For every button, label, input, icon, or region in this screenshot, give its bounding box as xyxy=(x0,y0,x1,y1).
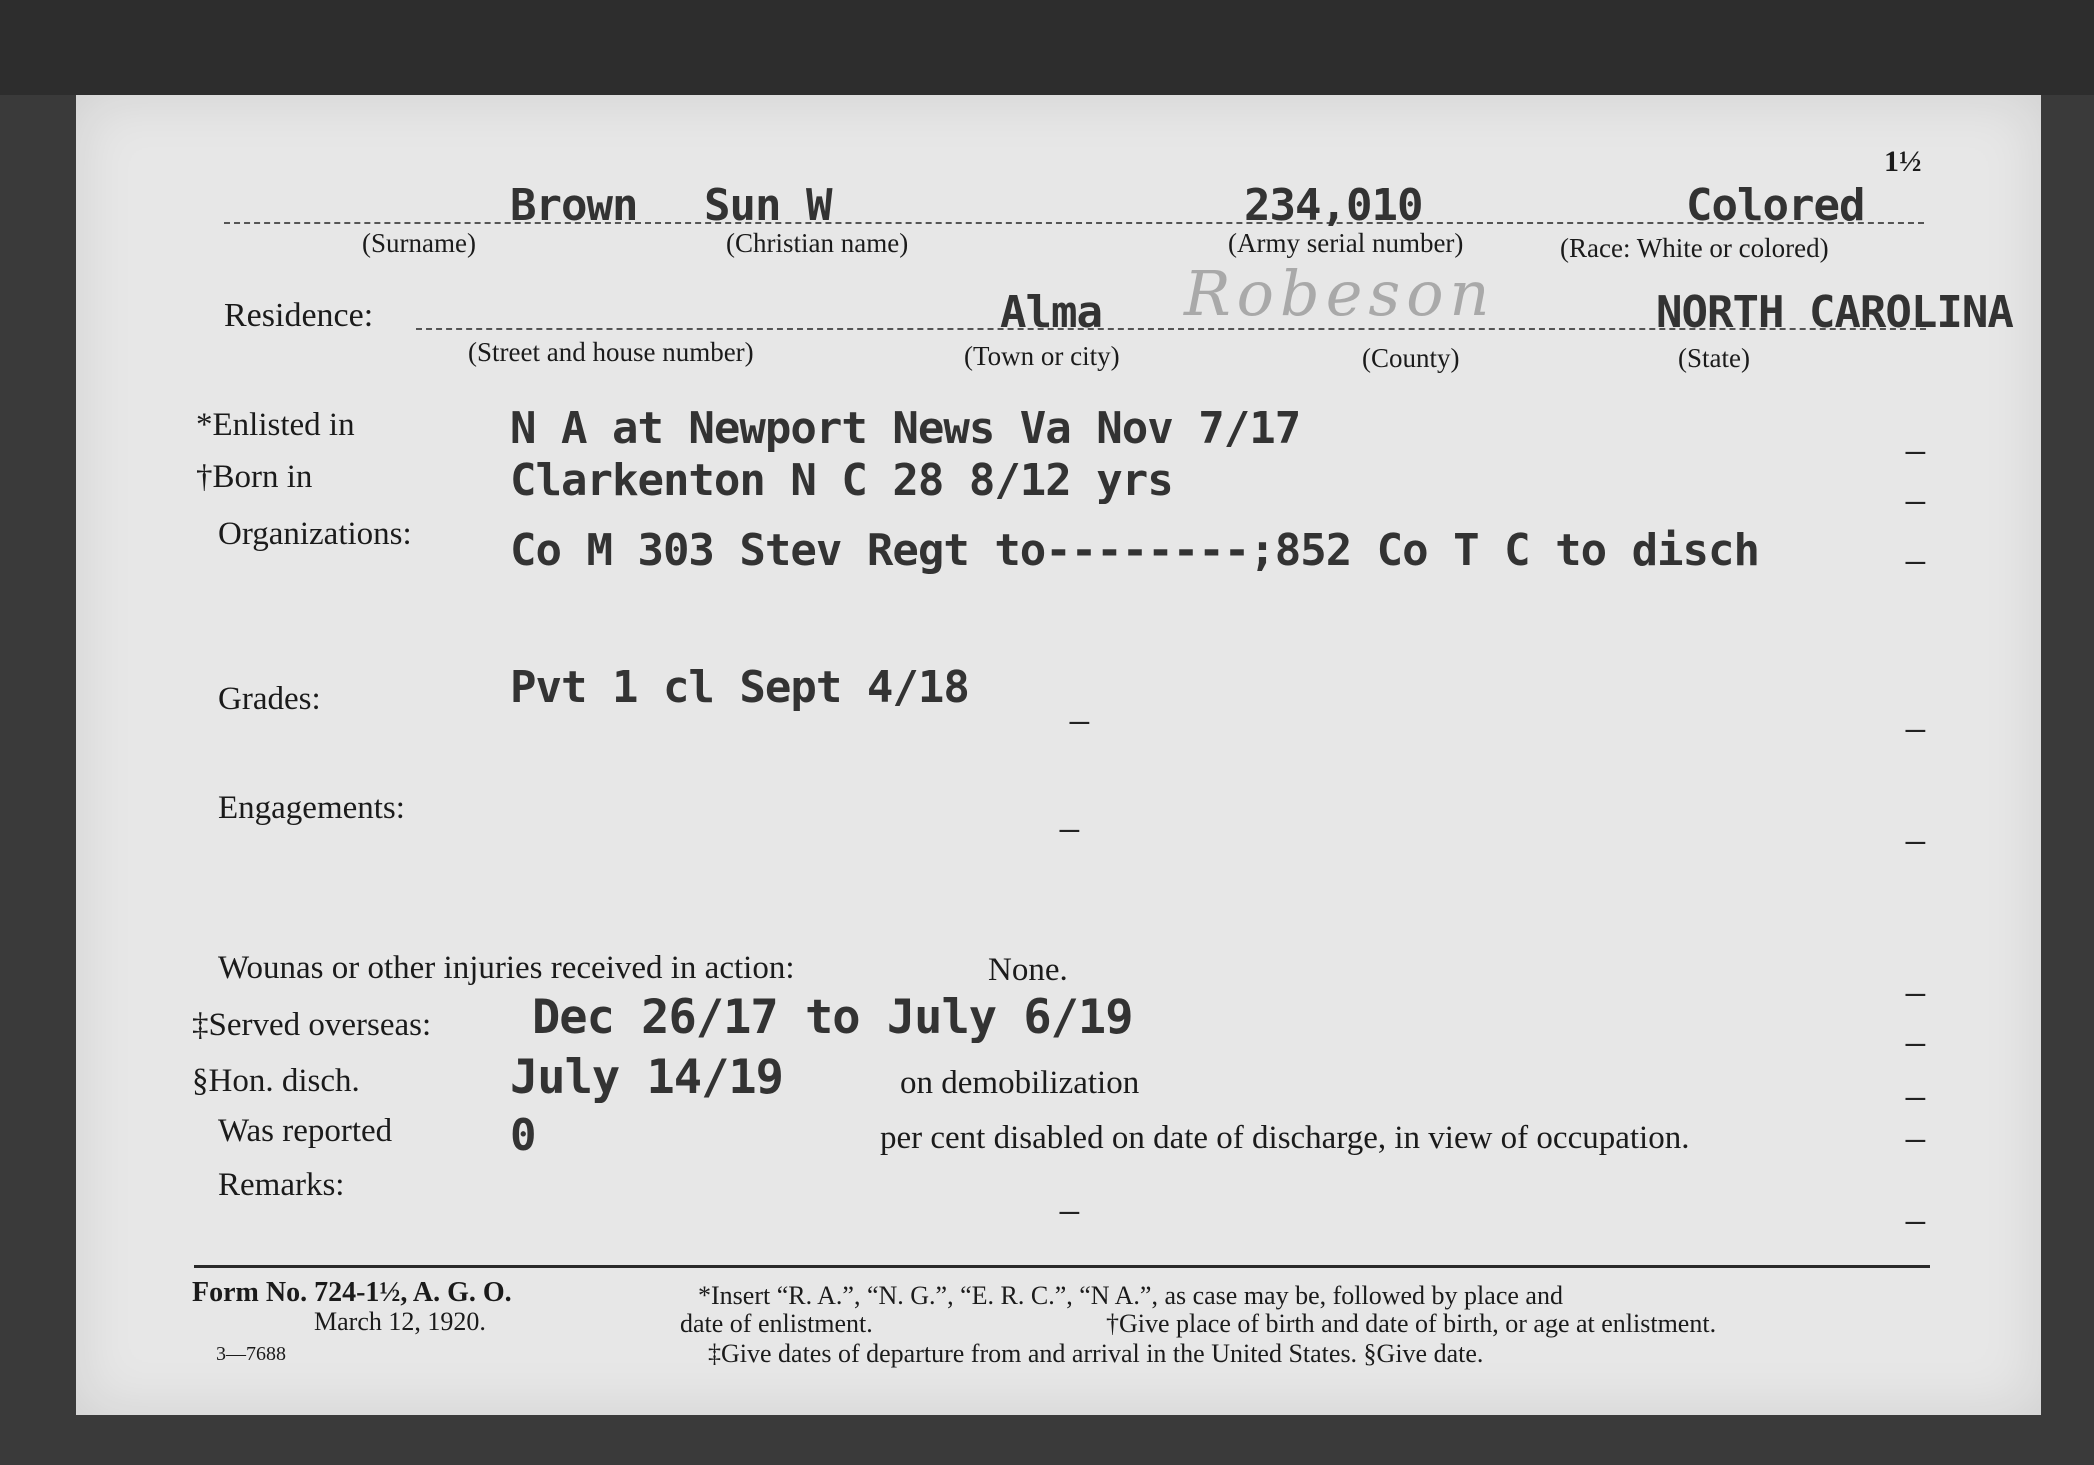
county-caption: (County) xyxy=(1362,343,1460,373)
serial-number-caption: (Army serial number) xyxy=(1228,228,1464,258)
service-record-card xyxy=(76,95,2041,1415)
dash-mark: _ xyxy=(1906,417,1925,455)
form-number: Form No. 724-1½, A. G. O. xyxy=(192,1277,512,1308)
was-reported-suffix: per cent disabled on date of discharge, in view of occupation. xyxy=(880,1120,1690,1156)
state-value: NORTH CAROLINA xyxy=(1656,287,2013,338)
race-caption: (Race: White or colored) xyxy=(1560,233,1829,263)
christian-name-caption: (Christian name) xyxy=(726,228,909,258)
wounds-value: None. xyxy=(988,952,1068,988)
form-date: March 12, 1920. xyxy=(314,1307,486,1336)
enlisted-value: N A at Newport News Va Nov 7/17 xyxy=(510,403,1301,454)
was-reported-value: 0 xyxy=(510,1110,536,1161)
town-value: Alma xyxy=(1000,287,1102,338)
wounds-label: Wounas or other injuries received in action: xyxy=(218,950,795,986)
race-value: Colored xyxy=(1686,180,1865,231)
state-caption: (State) xyxy=(1678,343,1750,373)
dash-mark: _ xyxy=(1906,959,1925,997)
surname-value: Brown xyxy=(510,180,638,231)
serial-number-value: 234,010 xyxy=(1244,180,1423,231)
form-code: 3—7688 xyxy=(216,1343,286,1365)
served-overseas-label: ‡Served overseas: xyxy=(192,1007,432,1043)
footnote-overseas: ‡Give dates of departure from and arrival in the United States. §Give date. xyxy=(708,1339,1484,1368)
hon-disch-label: §Hon. disch. xyxy=(192,1063,360,1099)
dash-mark: _ xyxy=(1906,467,1925,505)
grades-value: Pvt 1 cl Sept 4/18 xyxy=(510,662,969,713)
dash-mark: _ xyxy=(1906,1105,1925,1143)
dash-mark: _ xyxy=(1060,1177,1079,1215)
remarks-label: Remarks: xyxy=(218,1167,345,1203)
footnote-enlisted-cont: date of enlistment. xyxy=(680,1309,873,1338)
dash-mark: _ xyxy=(1906,807,1925,845)
header-rule xyxy=(224,222,1924,224)
footer-rule xyxy=(194,1265,1930,1268)
born-value: Clarkenton N C 28 8/12 yrs xyxy=(510,455,1173,506)
dash-mark: _ xyxy=(1070,687,1089,725)
town-caption: (Town or city) xyxy=(964,341,1120,371)
dash-mark: _ xyxy=(1906,1063,1925,1101)
residence-label: Residence: xyxy=(224,297,374,334)
organizations-label: Organizations: xyxy=(218,516,412,552)
footnote-enlisted: *Insert “R. A.”, “N. G.”, “E. R. C.”, “N A.”, as case may be, followed by place and xyxy=(698,1281,1563,1310)
hon-disch-suffix: on demobilization xyxy=(900,1065,1140,1101)
corner-number: 1½ xyxy=(1884,145,1922,178)
dash-mark: _ xyxy=(1906,1009,1925,1047)
dash-mark: _ xyxy=(1906,695,1925,733)
street-caption: (Street and house number) xyxy=(468,337,754,367)
scan-background xyxy=(0,0,2094,95)
hon-disch-value: July 14/19 xyxy=(510,1050,783,1105)
county-handwritten: Robeson xyxy=(1184,257,1496,330)
dash-mark: _ xyxy=(1906,527,1925,565)
dash-mark: _ xyxy=(1906,1187,1925,1225)
engagements-label: Engagements: xyxy=(218,790,405,826)
surname-caption: (Surname) xyxy=(362,228,476,258)
organizations-value: Co M 303 Stev Regt to--------;852 Co T C to disch xyxy=(510,525,1760,576)
footnote-born: †Give place of birth and date of birth, or age at enlistment. xyxy=(1106,1309,1717,1338)
served-overseas-value: Dec 26/17 to July 6/19 xyxy=(532,990,1133,1045)
grades-label: Grades: xyxy=(218,681,321,717)
dash-mark: _ xyxy=(1060,795,1079,833)
born-label: †Born in xyxy=(196,459,313,495)
enlisted-label: *Enlisted in xyxy=(196,407,355,443)
was-reported-label: Was reported xyxy=(218,1113,393,1149)
christian-name-value: Sun W xyxy=(704,180,832,231)
